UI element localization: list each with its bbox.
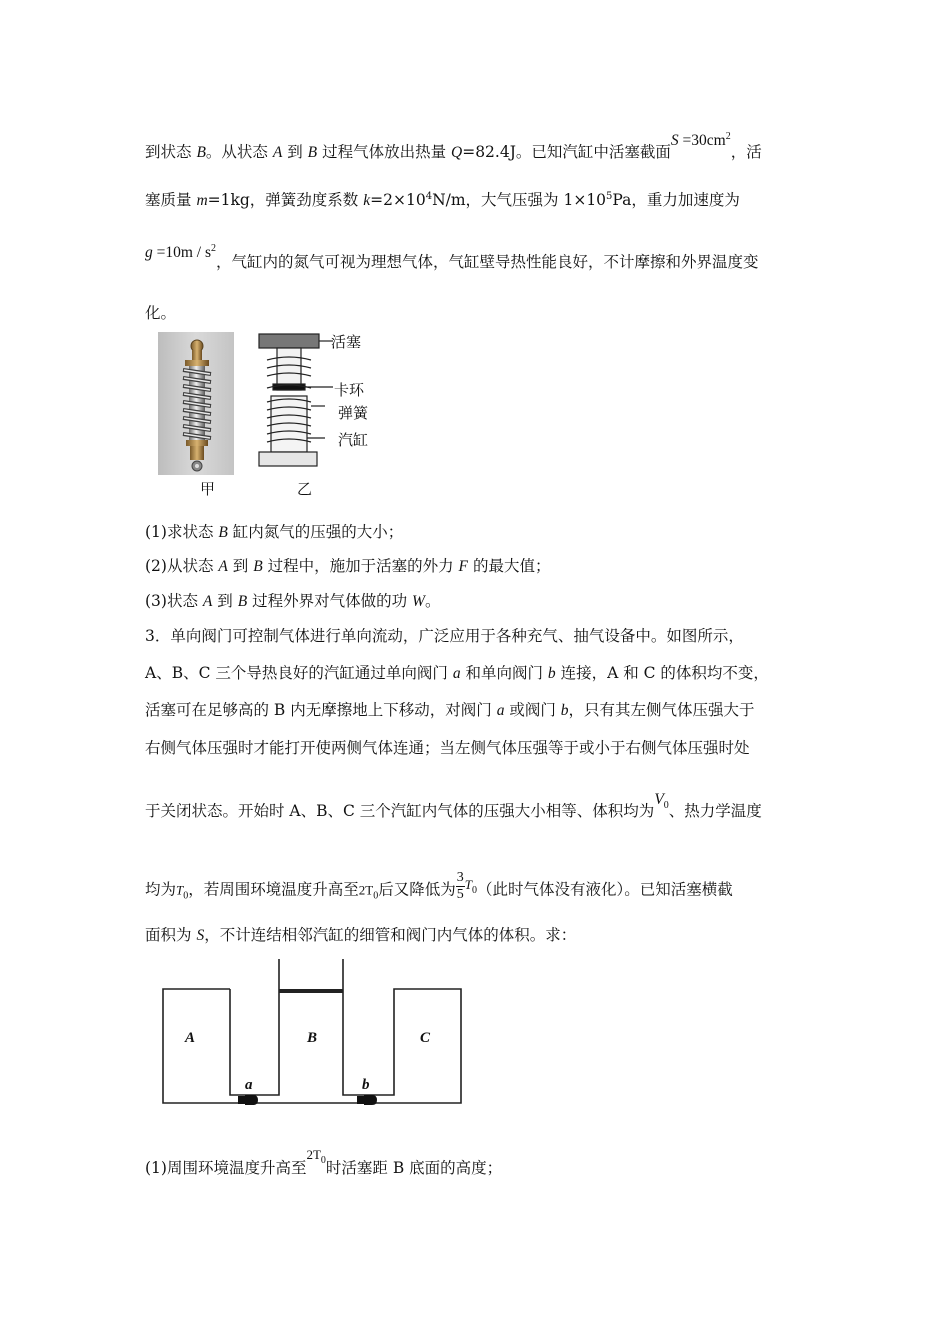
text: ，若周围环境温度升高至 [188,880,359,899]
text: =2×10 [370,191,426,209]
subscript: 0 [183,890,189,902]
var-B: B [253,558,263,575]
exponent: 2 [211,242,217,254]
callout-spring: 弹簧 [338,404,369,422]
callout-cylinder: 汽缸 [338,431,369,449]
area-value: =30cm [678,132,726,149]
label-cylinder-C: C [420,1030,431,1046]
var-V: V [654,791,664,808]
var-b: b [547,665,556,682]
text: 时活塞距 B 底面的高度； [325,1159,503,1177]
photo-shock-absorber [158,332,234,475]
p3-line-1 [145,625,744,647]
var-F: F [458,558,469,575]
text: 缸内氮气的压强的大小； [227,523,404,541]
text: 塞质量 [145,191,197,209]
text: =1kg，弹簧劲度系数 [207,191,364,209]
text: 均为 [145,880,177,899]
text: 到 [282,143,308,161]
text: 活塞可在足够高的 B 内无摩擦地上下移动，对阀门 [145,701,497,719]
text: 右侧气体压强时才能打开使两侧气体连通；当左侧气体压强等于或小于右侧气体压强时处 [145,739,750,757]
label-jia: 甲 [200,480,216,498]
text: (1)求状态 [145,523,219,541]
label-valve-b: b [362,1077,370,1093]
text: 连接，A 和 C 的体积均不变， [555,664,769,682]
text: N/m，大气压强为 1×10 [432,191,607,209]
text: A、B、C 三个导热良好的汽缸通过单向阀门 [145,664,453,682]
text: ，活 [730,143,762,161]
text: 过程气体放出热量 [317,143,451,161]
q2-part-2 [145,555,550,578]
var-T: T [464,876,472,892]
var-B: B [196,144,206,161]
var-2T: 2T [358,882,374,898]
var-k: k [363,192,371,209]
text: 。从状态 [205,143,273,161]
fraction-three-fifths [456,870,465,903]
p3-line-5 [145,791,762,823]
text: 到 [212,592,238,610]
text: 。 [424,592,441,610]
p3-line-4 [145,737,750,759]
text: 到 [227,557,254,575]
var-a: a [452,665,461,682]
label-cylinder-B: B [307,1030,318,1046]
label-valve-a: a [245,1077,253,1093]
var-S: S [196,927,205,944]
var-g: g [145,244,153,261]
subscript: 0 [663,800,669,812]
callout-piston: 活塞 [331,333,362,351]
valve-b-icon [364,1095,377,1105]
var-A: A [218,558,228,575]
text: （此时气体没有液化）。已知活塞横截 [476,880,733,899]
text: 过程外界对气体做的功 [247,592,413,610]
exponent: 5 [606,190,613,202]
p3-line-2 [145,662,769,685]
p3-line-6 [145,870,733,907]
text: =82.4J。已知汽缸中活塞截面 [462,143,671,161]
figure-three-cylinders [155,955,475,1111]
intro-line-3 [145,242,759,274]
text: 化。 [145,304,177,322]
var-A: A [272,144,283,161]
text: 过程中，施加于活塞的外力 [262,557,459,575]
var-a: a [496,702,505,719]
text: 后又降低为 [378,880,456,899]
intro-line-2 [145,189,740,212]
text: ，气缸内的氮气可视为理想气体，气缸壁导热性能良好，不计摩擦和外界温度变 [216,253,759,271]
q2-part-3 [145,590,440,613]
text: ，不计连结相邻汽缸的细管和阀门内气体的体积。求： [204,926,577,944]
text: 的最大值； [468,557,551,575]
var-b: b [560,702,569,719]
var-B: B [218,524,228,541]
text: ，只有其左侧气体压强大于 [568,701,755,719]
callout-ring: 卡环 [334,381,365,399]
var-S: S [670,132,679,149]
var-W: W [412,593,425,610]
diagram-piston-cylinder [259,334,333,466]
g-value: =10m / s [152,244,212,261]
var-A: A [202,593,213,610]
exponent: 2 [725,130,731,142]
denominator: 5 [456,887,464,902]
var-B: B [307,144,318,161]
subscript: 0 [471,884,477,896]
text: Pa，重力加速度为 [612,191,740,209]
p3-question-1 [145,1147,503,1180]
p3-line-7 [145,924,576,947]
subscript: 0 [320,1155,326,1167]
label-cylinder-A: A [185,1030,196,1046]
text: (3)状态 [145,592,203,610]
text: 于关闭状态。开始时 A、B、C 三个汽缸内气体的压强大小相等、体积均为 [145,802,655,820]
intro-line-4 [145,302,176,324]
numerator: 3 [456,870,464,885]
text: (2)从状态 [145,557,219,575]
text: 3．单向阀门可控制气体进行单向流动，广泛应用于各种充气、抽气设备中。如图所示， [145,627,744,645]
text: 和单向阀门 [460,664,548,682]
intro-line-1 [145,130,762,164]
label-yi: 乙 [297,480,313,498]
figure-shock-absorber [155,330,395,502]
var-T: T [176,882,184,898]
valve-a-icon [245,1095,258,1105]
p3-line-3 [145,699,755,722]
text: 、热力学温度 [668,802,762,820]
exponent: 4 [425,190,433,202]
text: 或阀门 [504,701,561,719]
var-m: m [196,192,208,209]
text: 到状态 [145,143,197,161]
var-B: B [237,593,248,610]
text: 面积为 [145,926,197,944]
var-2T: 2T [306,1147,321,1162]
subscript: 0 [373,890,379,902]
text: (1)周围环境温度升高至 [145,1159,307,1177]
var-Q: Q [451,144,463,161]
q2-part-1 [145,521,403,544]
